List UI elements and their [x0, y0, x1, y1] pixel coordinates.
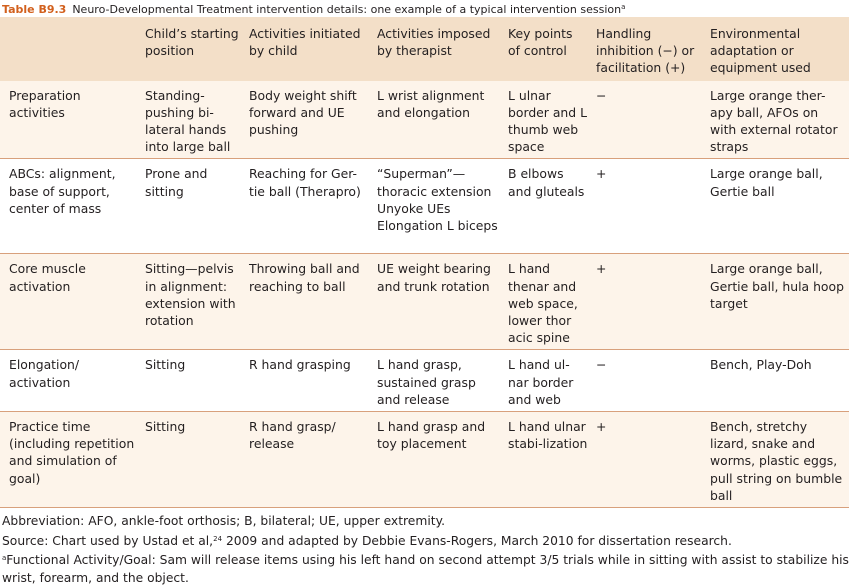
cell-starting-position: Sitting	[141, 350, 245, 412]
cell-key-points: B elbows and gluteals	[504, 159, 592, 254]
abbreviation-note: Abbreviation: AFO, ankle-foot orthosis; B, bilateral; UE, upper extremity.	[2, 513, 847, 531]
header-cell-initiated: Activities initiated by child	[245, 17, 373, 81]
table-label: Table B9.3	[2, 3, 66, 16]
cell-initiated: Throwing ball and reaching to ball	[245, 254, 373, 350]
header-row	[0, 17, 849, 81]
cell-initiated: Reaching for Ger-tie ball (Therapro)	[245, 159, 373, 254]
cell-category: Elongation/ activation	[0, 350, 141, 412]
cell-environment: Large orange ball, Gertie ball	[706, 159, 849, 254]
cell-environment: Bench, Play-Doh	[706, 350, 849, 412]
cell-handling: +	[592, 254, 706, 350]
cell-starting-position: Sitting	[141, 412, 245, 508]
cell-initiated: R hand grasp/ release	[245, 412, 373, 508]
source-note	[2, 531, 847, 551]
header-cell-imposed: Activities imposed by therapist	[373, 17, 504, 81]
table-row	[0, 412, 849, 508]
header-cell-environment: Environmental adaptation or equipment used	[706, 17, 849, 81]
cell-initiated: R hand grasping	[245, 350, 373, 412]
cell-category: Core muscle activation	[0, 254, 141, 350]
cell-environment: Large orange ball, Gertie ball, hula hoop target	[706, 254, 849, 350]
cell-environment: Bench, stretchy lizard, snake and worms, plastic eggs, pull string on bumble ball	[706, 412, 849, 508]
cell-handling: +	[592, 159, 706, 254]
footnote-line	[2, 550, 847, 570]
cell-starting-position: Sitting—pelvis in alignment: extension with rotation	[141, 254, 245, 350]
header-cell-handling: Handling inhibition (−) or facilitation (+)	[592, 17, 706, 81]
cell-environment: Large orange ther-apy ball, AFOs on with external rotator straps	[706, 81, 849, 159]
cell-imposed: L hand grasp, sustained grasp and release	[373, 350, 504, 412]
cell-handling: −	[592, 350, 706, 412]
table-caption	[2, 0, 625, 16]
cell-starting-position: Standing-pushing bi-lateral hands into large ball	[141, 81, 245, 159]
cell-key-points: L hand ulnar stabi-lization	[504, 412, 592, 508]
intervention-table	[0, 17, 849, 508]
cell-starting-position: Prone and sitting	[141, 159, 245, 254]
table-row	[0, 254, 849, 350]
cell-imposed: L wrist alignment and elongation	[373, 81, 504, 159]
table-title: Neuro-Developmental Treatment intervention details: one example of a typical intervention session	[72, 3, 621, 16]
cell-category: Practice time (including repetition and simulation of goal)	[0, 412, 141, 508]
cell-imposed: “Superman”—thoracic extension Unyoke UEs Elongation L biceps	[373, 159, 504, 254]
header-cell-key-points: Key points of control	[504, 17, 592, 81]
footnote-line-continued: wrist, forearm, and the object.	[2, 570, 847, 587]
source-reference: 24	[213, 535, 222, 543]
cell-category: Preparation activities	[0, 81, 141, 159]
cell-category: ABCs: alignment, base of support, center of mass	[0, 159, 141, 254]
cell-key-points: L hand ul-nar border and web	[504, 350, 592, 412]
footnote-text: Functional Activity/Goal: Sam will release items using his left hand on second attempt 3/5 trials while in sitting with assist to stabilize his	[6, 553, 849, 567]
cell-key-points: L hand thenar and web space, lower thor acic spine	[504, 254, 592, 350]
source-text: Source: Chart used by Ustad et al,	[2, 534, 213, 548]
cell-key-points: L ulnar border and L thumb web space	[504, 81, 592, 159]
cell-handling: +	[592, 412, 706, 508]
source-text-continued: 2009 and adapted by Debbie Evans-Rogers, March 2010 for dissertation research.	[222, 534, 732, 548]
table-notes	[2, 513, 847, 587]
table-row	[0, 81, 849, 159]
footnote-marker: a	[2, 554, 6, 562]
table-row	[0, 350, 849, 412]
caption-footnote-marker: a	[621, 3, 625, 11]
cell-imposed: UE weight bearing and trunk rotation	[373, 254, 504, 350]
cell-handling: −	[592, 81, 706, 159]
header-cell-starting-position: Child’s starting position	[141, 17, 245, 81]
cell-imposed: L hand grasp and toy placement	[373, 412, 504, 508]
header-cell-category	[0, 17, 141, 81]
cell-initiated: Body weight shift forward and UE pushing	[245, 81, 373, 159]
table-row	[0, 159, 849, 254]
